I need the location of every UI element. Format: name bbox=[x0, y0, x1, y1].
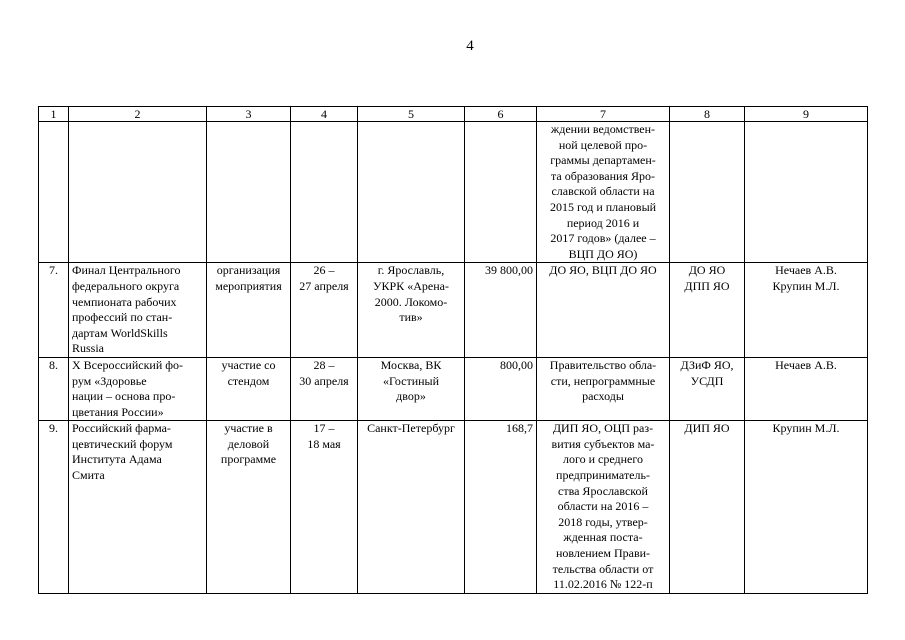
funding-source: ждении ведомствен- ной целевой про- граммы департамен- та образования Яро- славской области на 2015 год и плановый период 2016 и 2017 годов» (далее – ВЦП ДО ЯО) bbox=[537, 122, 670, 263]
executors: ДЗиФ ЯО, УСДП bbox=[670, 357, 745, 420]
table-row bbox=[39, 357, 868, 420]
event-place bbox=[358, 122, 465, 263]
funding-source: ДО ЯО, ВЦП ДО ЯО bbox=[537, 263, 670, 358]
row-number: 7. bbox=[39, 263, 69, 358]
event-dates: 28 – 30 апреля bbox=[291, 357, 358, 420]
funding-amount bbox=[465, 122, 537, 263]
executors: ДИП ЯО bbox=[670, 421, 745, 594]
executors: ДО ЯО ДПП ЯО bbox=[670, 263, 745, 358]
column-number: 8 bbox=[670, 107, 745, 122]
participation-form bbox=[207, 122, 291, 263]
funding-amount: 800,00 bbox=[465, 357, 537, 420]
column-number: 6 bbox=[465, 107, 537, 122]
column-number: 9 bbox=[745, 107, 868, 122]
participation-form: организация мероприятия bbox=[207, 263, 291, 358]
event-place: Санкт-Петербург bbox=[358, 421, 465, 594]
column-number: 2 bbox=[69, 107, 207, 122]
responsible: Нечаев А.В. bbox=[745, 357, 868, 420]
event-name: X Всероссийский фо- рум «Здоровье нации – основа про- цветания России» bbox=[69, 357, 207, 420]
event-place: Москва, ВК «Гостиный двор» bbox=[358, 357, 465, 420]
responsible bbox=[745, 122, 868, 263]
event-dates bbox=[291, 122, 358, 263]
table-row bbox=[39, 122, 868, 263]
responsible: Нечаев А.В. Крупин М.Л. bbox=[745, 263, 868, 358]
participation-form: участие со стендом bbox=[207, 357, 291, 420]
table-row bbox=[39, 421, 868, 594]
event-name: Российский фарма- цевтический форум Института Адама Смита bbox=[69, 421, 207, 594]
row-number: 9. bbox=[39, 421, 69, 594]
executors bbox=[670, 122, 745, 263]
events-table bbox=[38, 106, 868, 594]
column-number: 5 bbox=[358, 107, 465, 122]
column-number: 7 bbox=[537, 107, 670, 122]
column-number: 4 bbox=[291, 107, 358, 122]
row-number: 8. bbox=[39, 357, 69, 420]
page-number: 4 bbox=[466, 38, 474, 54]
event-place: г. Ярославль, УКРК «Арена- 2000. Локомо- тив» bbox=[358, 263, 465, 358]
responsible: Крупин М.Л. bbox=[745, 421, 868, 594]
funding-source: ДИП ЯО, ОЦП раз- вития субъектов ма- лого и среднего предприниматель- ства Ярославской области на 2016 – 2018 годы, утвер- жденная поста- новлением Прави- тельства области от 11.02.2016 № 122-п bbox=[537, 421, 670, 594]
event-name: Финал Центрального федерального округа чемпионата рабочих профессий по стан- дартам WorldSkills Russia bbox=[69, 263, 207, 358]
funding-amount: 39 800,00 bbox=[465, 263, 537, 358]
row-number bbox=[39, 122, 69, 263]
event-name bbox=[69, 122, 207, 263]
event-dates: 17 – 18 мая bbox=[291, 421, 358, 594]
funding-source: Правительство обла- сти, непрограммные расходы bbox=[537, 357, 670, 420]
column-number: 3 bbox=[207, 107, 291, 122]
column-number: 1 bbox=[39, 107, 69, 122]
funding-amount: 168,7 bbox=[465, 421, 537, 594]
table-row bbox=[39, 263, 868, 358]
column-number-row bbox=[39, 107, 868, 122]
event-dates: 26 – 27 апреля bbox=[291, 263, 358, 358]
participation-form: участие в деловой программе bbox=[207, 421, 291, 594]
